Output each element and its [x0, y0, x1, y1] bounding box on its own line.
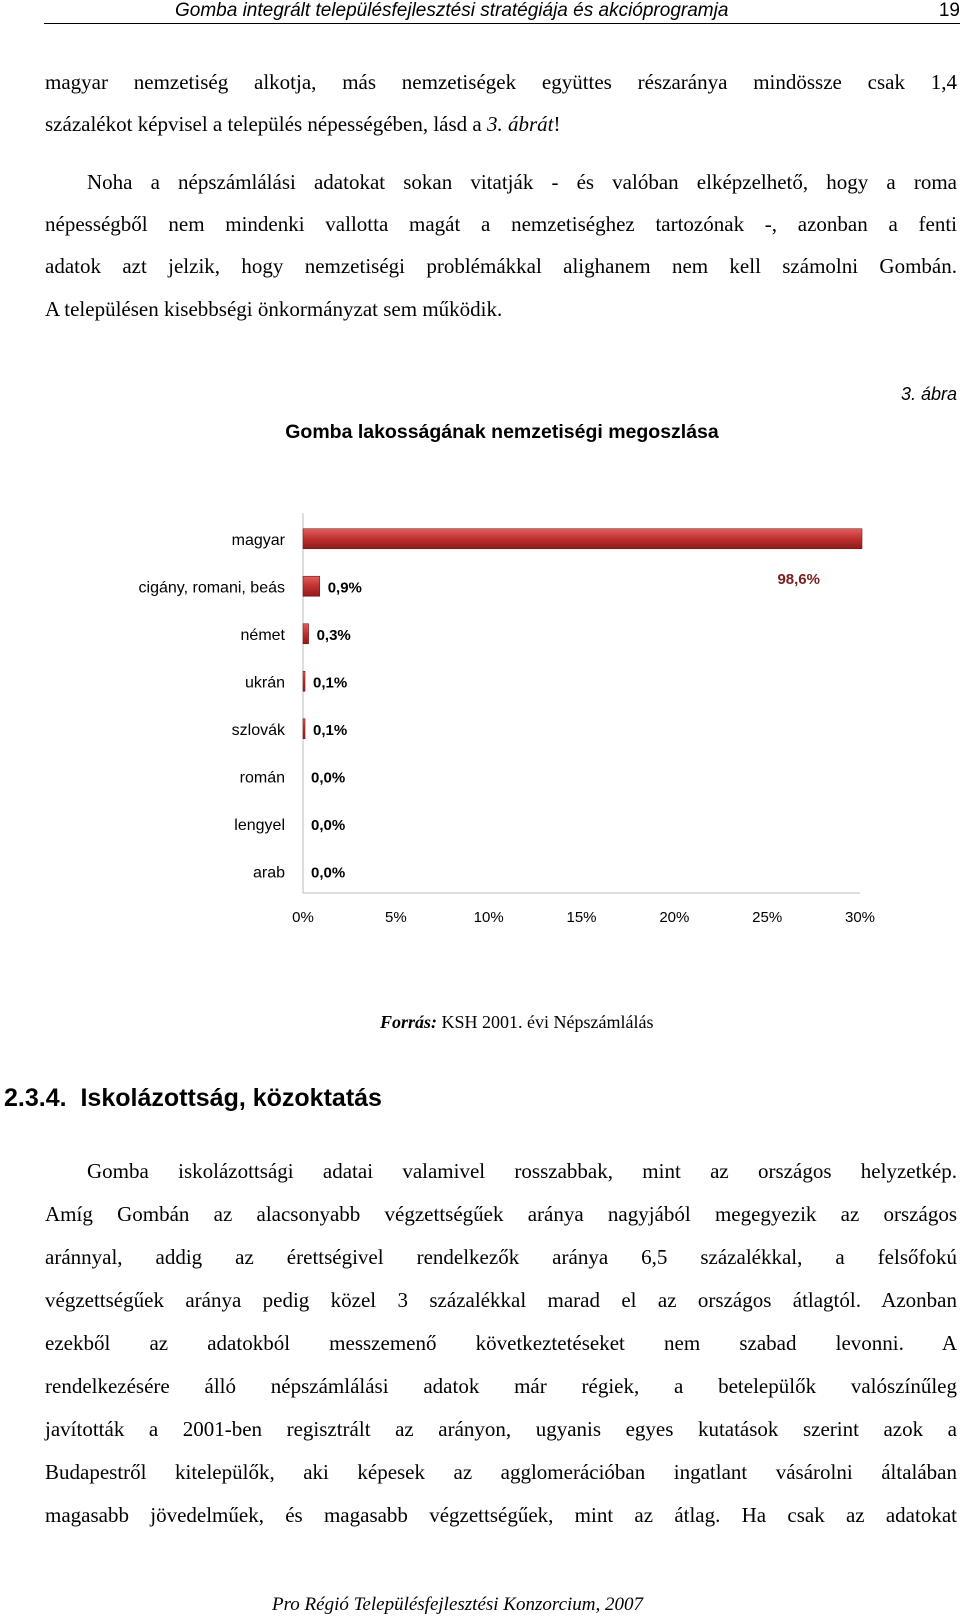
para2-line: Amíg Gombán az alacsonyabb végzettségűek aránya nagyjából megegyezik az országos: [45, 1202, 957, 1226]
data-label: 0,0%: [311, 864, 346, 882]
category-label: cigány, romani, beás: [138, 579, 285, 597]
para2-line: aránnyal, addig az érettségivel rendelkezők aránya 6,5 százalékkal, a felsőfokú: [45, 1245, 957, 1269]
category-label: román: [239, 769, 285, 787]
category-label: ukrán: [244, 674, 285, 692]
category-label: német: [240, 626, 285, 644]
page-footer: Pro Régió Településfejlesztési Konzorcium, 2007: [272, 1594, 644, 1615]
para2-line: magasabb jövedelműek, és magasabb végzettségűek, mint az átlag. Ha csak az adatokat: [45, 1503, 957, 1527]
figure-reference: 3. ábrát: [486, 112, 554, 136]
paragraph-2: [45, 1159, 957, 1539]
data-label: 0,0%: [311, 769, 346, 787]
para2-line: Budapestről kitelepülők, aki képesek az agglomerációban ingatlant vásárolni általában: [45, 1460, 957, 1484]
data-label: 0,3%: [316, 626, 351, 644]
tick-label: 20%: [659, 909, 690, 926]
intro-paragraph: [45, 70, 957, 150]
para2-line: javították a 2001-ben regisztrált az arányon, ugyanis egyes kutatások szerint azok a: [45, 1417, 957, 1441]
data-label: 0,0%: [311, 816, 346, 834]
bar: [303, 624, 309, 644]
figure-label: 3. ábra: [900, 384, 957, 404]
chart-title: Gomba lakosságának nemzetiségi megoszlása: [285, 421, 719, 443]
tick-label: 10%: [473, 909, 504, 926]
intro-line-1: magyar nemzetiség alkotja, más nemzetiségek együttes részaránya mindössze csak 1,4: [45, 70, 957, 94]
para1-line: adatok azt jelzik, hogy nemzetiségi problémákkal alighanem nem kell számolni Gombán.: [45, 254, 957, 278]
category-label: magyar: [231, 531, 285, 549]
bar: [303, 671, 305, 691]
para2-line: ezekből az adatokból messzemenő következtetéseket nem szabad levonni. A: [45, 1331, 957, 1355]
data-label: 0,1%: [313, 721, 348, 739]
tick-label: 5%: [384, 909, 407, 926]
data-label: 0,1%: [313, 674, 348, 692]
bar: [303, 529, 862, 549]
data-label: 0,9%: [327, 579, 362, 597]
page-number: 19: [938, 0, 960, 21]
section-title: Iskolázottság, közoktatás: [80, 1084, 382, 1112]
para2-line: rendelkezésére álló népszámlálási adatok már régiek, a betelepülők valószínűleg: [45, 1374, 957, 1398]
para2-line: végzettségűek aránya pedig közel 3 százalékkal marad el az országos átlagtól. Azonban: [45, 1288, 957, 1312]
paragraph-1: [45, 170, 957, 340]
source-label: Forrás:: [380, 1012, 438, 1032]
nationality-bar-chart: [0, 380, 960, 960]
section-number: 2.3.4.: [4, 1084, 67, 1112]
bar: [303, 576, 320, 596]
intro-line-2-end: !: [553, 112, 561, 136]
tick-label: 15%: [566, 909, 597, 926]
tick-label: 30%: [844, 909, 876, 926]
intro-line-2-text: százalékot képvisel a település népességében, lásd a: [45, 112, 487, 136]
tick-label: 25%: [752, 909, 783, 926]
category-label: szlovák: [231, 721, 285, 739]
chart-source: [380, 1012, 653, 1033]
category-label: arab: [252, 864, 285, 882]
para1-line: Noha a népszámlálási adatokat sokan vitatják - és valóban elképzelhető, hogy a roma: [87, 170, 957, 194]
source-text: KSH 2001. évi Népszámlálás: [437, 1012, 654, 1032]
header-title: Gomba integrált településfejlesztési stratégiája és akcióprogramja: [175, 0, 729, 21]
para2-line: Gomba iskolázottsági adatai valamivel rosszabbak, mint az országos helyzetkép.: [87, 1159, 957, 1183]
para1-line: népességből nem mindenki vallotta magát a nemzetiséghez tartozónak -, azonban a fenti: [45, 212, 957, 236]
bar: [303, 719, 305, 739]
data-label: 98,6%: [777, 570, 820, 588]
section-heading: [4, 1084, 382, 1113]
tick-label: 0%: [292, 909, 314, 926]
header-rule: [44, 23, 960, 24]
intro-line-2: [45, 112, 561, 137]
para1-line: A településen kisebbségi önkormányzat sem működik.: [45, 297, 503, 321]
category-label: lengyel: [234, 816, 285, 834]
page-header: [44, 0, 960, 26]
